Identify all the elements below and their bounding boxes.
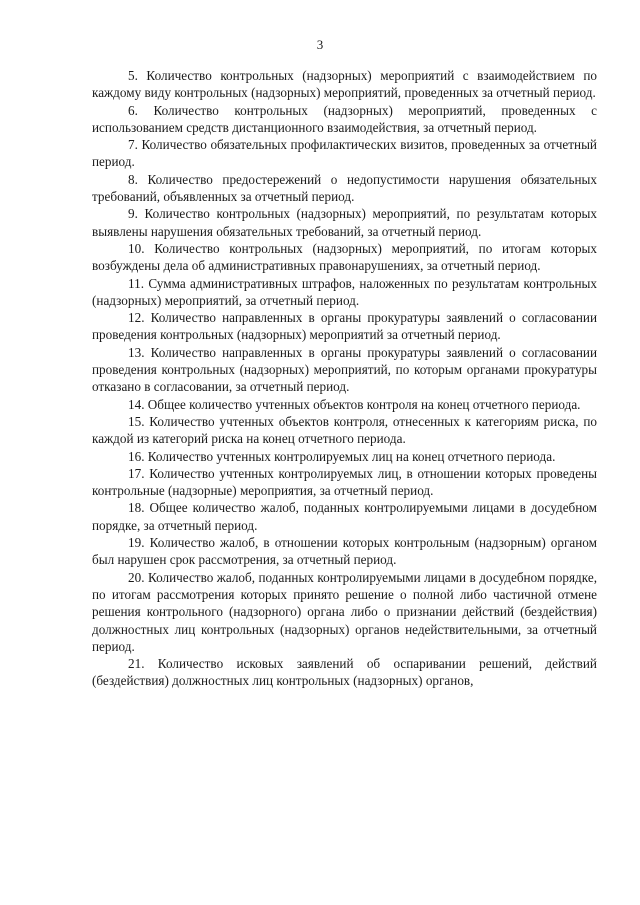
paragraph-item-17: 17. Количество учтенных контролируемых лиц, в отношении которых проведены контрольные (надзорные) мероприятия, за отчетный период. (92, 465, 597, 499)
paragraph-item-19: 19. Количество жалоб, в отношении которых контрольным (надзорным) органом был нарушен срок рассмотрения, за отчетный период. (92, 535, 597, 568)
paragraph-item-12: 12. Количество направленных в органы прокуратуры заявлений о согласовании проведения контрольных (надзорных) мероприятий за отчетный период. (92, 310, 597, 343)
document-body (92, 67, 597, 690)
paragraph-item-16: 16. Количество учтенных контролируемых лиц на конец отчетного периода. (128, 448, 556, 464)
paragraph-item-6: 6. Количество контрольных (надзорных) мероприятий, проведенных с использованием средств дистанционного взаимодействия, за отчетный период. (92, 102, 597, 135)
paragraph-item-18: 18. Общее количество жалоб, поданных контролируемыми лицами в досудебном порядке, за отчетный период. (92, 500, 597, 533)
paragraph-item-21: 21. Количество исковых заявлений об оспаривании решений, действий (бездействия) должностных лиц контрольных (надзорных) органов, (92, 656, 597, 689)
paragraph-item-13: 13. Количество направленных в органы прокуратуры заявлений о согласовании проведения контрольных (надзорных) мероприятий, по которым органами прокуратуры отказано в согласовании, за отчетный период. (92, 344, 597, 395)
paragraph-item-20: 20. Количество жалоб, поданных контролируемыми лицами в досудебном порядке, по итогам рассмотрения которых принято решение о полной либо частичной отмене решения контрольного (надзорного) органа либо о признании действий (бездействия) должностных лиц контрольных (надзорных) органов недействительными, за отчетный период. (92, 569, 597, 654)
page-number: 3 (316, 37, 324, 52)
paragraph-item-10: 10. Количество контрольных (надзорных) мероприятий, по итогам которых возбуждены дела об административных правонарушениях, за отчетный период. (92, 240, 597, 274)
paragraph-item-8: 8. Количество предостережений о недопустимости нарушения обязательных требований, объявленных за отчетный период. (92, 171, 597, 205)
paragraph-item-7: 7. Количество обязательных профилактических визитов, проведенных за отчетный период. (92, 137, 597, 170)
paragraph-item-11: 11. Сумма административных штрафов, наложенных по результатам контрольных (надзорных) мероприятий, за отчетный период. (92, 275, 597, 308)
paragraph-item-14: 14. Общее количество учтенных объектов контроля на конец отчетного периода. (128, 396, 581, 412)
paragraph-item-5: 5. Количество контрольных (надзорных) мероприятий с взаимодействием по каждому виду контрольных (надзорных) мероприятий, проведенных за отчетный период. (92, 68, 597, 101)
paragraph-item-15: 15. Количество учтенных объектов контроля, отнесенных к категориям риска, по каждой из категорий риска на конец отчетного периода. (92, 413, 597, 447)
paragraph-item-9: 9. Количество контрольных (надзорных) мероприятий, по результатам которых выявлены нарушения обязательных требований, за отчетный период. (92, 206, 597, 239)
